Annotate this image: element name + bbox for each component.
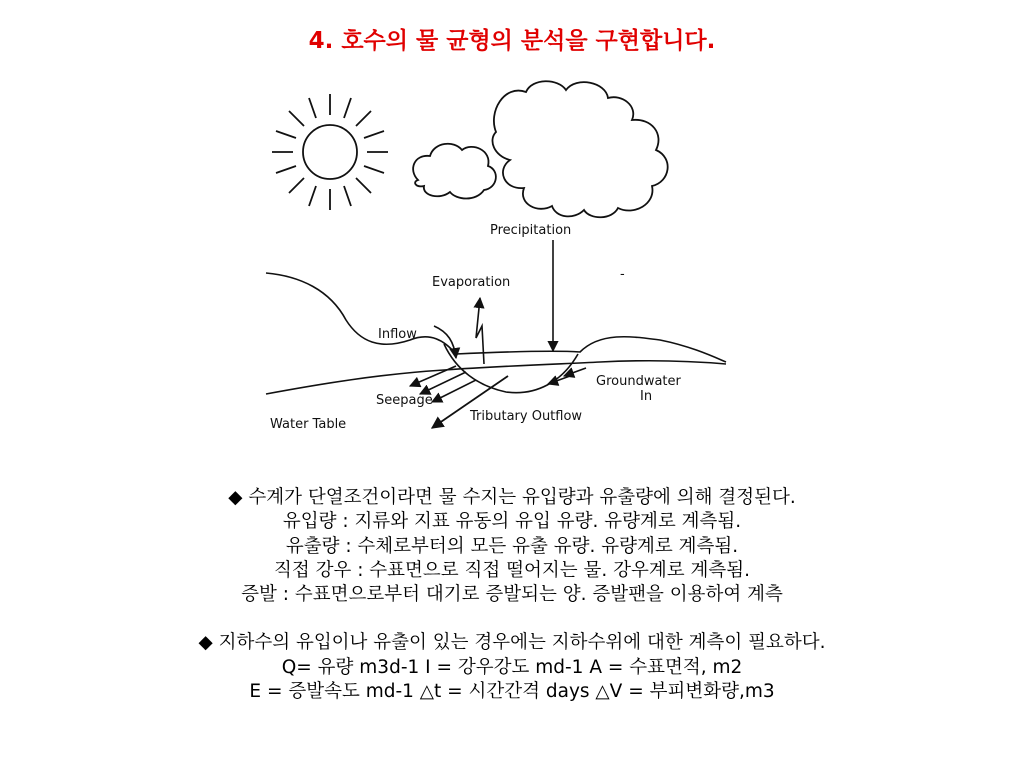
- p2-line3: E = 증발속도 md-1 △t = 시간간격 days △V = 부피변화량,m3: [249, 681, 775, 703]
- seepage-arrow-3: [432, 380, 476, 402]
- water-table-label: Water Table: [270, 417, 347, 432]
- seepage-label: Seepage: [376, 393, 433, 408]
- large-cloud-icon: [492, 81, 667, 217]
- lake-water-balance-diagram: [260, 70, 730, 440]
- evaporation-arrow: [476, 298, 484, 364]
- inflow-arrow: [434, 326, 456, 358]
- dash-mark: -: [620, 267, 625, 282]
- evaporation-label: Evaporation: [432, 275, 511, 290]
- slide-title: 4. 호수의 물 균형의 분석을 구현합니다.: [308, 28, 716, 54]
- p1-line3: 유출량 : 수체로부터의 모든 유출 유량. 유량계로 계측됨.: [285, 535, 739, 557]
- p2-line1: ◆ 지하수의 유입이나 유출이 있는 경우에는 지하수위에 대한 계측이 필요하다.: [198, 632, 826, 654]
- inflow-label: Inflow: [378, 327, 417, 342]
- paragraph-gap: [0, 607, 1024, 631]
- seepage-arrow-1: [410, 366, 456, 386]
- description-text: [0, 486, 1024, 704]
- groundwater-in-label: In: [640, 389, 653, 404]
- tributary-outflow-label: Tributary Outflow: [470, 409, 583, 424]
- groundwater-label: Groundwater: [596, 374, 681, 389]
- p2-line2: Q= 유량 m3d-1 I = 강우강도 md-1 A = 수표면적, m2: [281, 656, 743, 678]
- seepage-arrow-2: [420, 372, 466, 394]
- p1-line4: 직접 강우 : 수표면으로 직접 떨어지는 물. 강우계로 계측됨.: [273, 559, 751, 581]
- p1-line1: ◆ 수계가 단열조건이라면 물 수지는 유입량과 유출량에 의해 결정된다.: [228, 487, 796, 508]
- p1-line2: 유입량 : 지류와 지표 유동의 유입 유량. 유량계로 계측됨.: [282, 511, 742, 533]
- small-cloud-icon: [413, 144, 496, 199]
- precipitation-label: Precipitation: [490, 223, 572, 238]
- sun-icon: [272, 94, 388, 210]
- p1-line5: 증발 : 수표면으로부터 대기로 증발되는 양. 증발팬을 이용하여 계측: [241, 584, 783, 606]
